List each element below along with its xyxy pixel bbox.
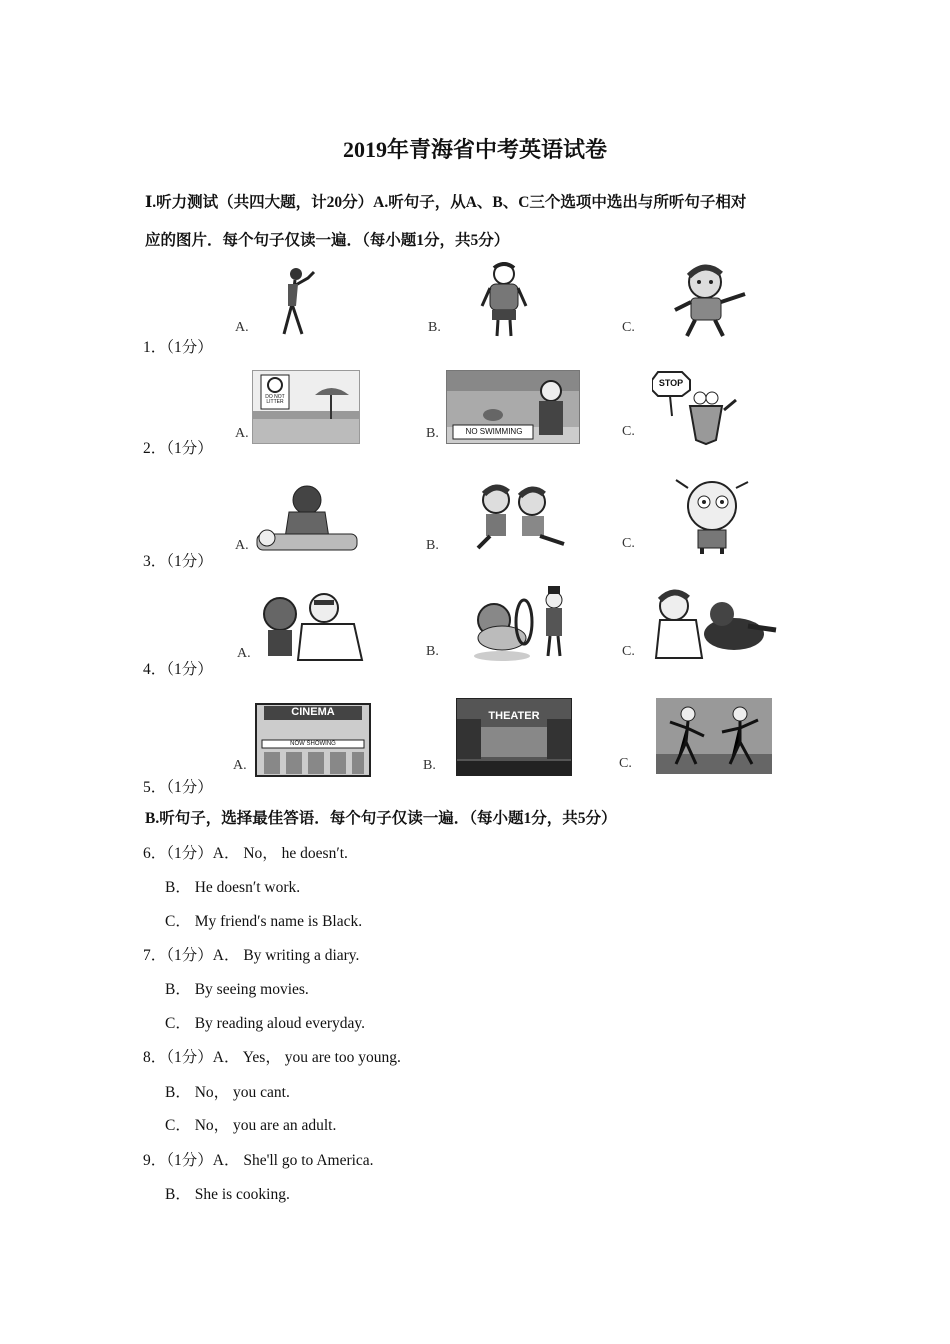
option-label-a: A.: [235, 538, 249, 553]
now-showing-banner: NOW SHOWING: [290, 741, 336, 747]
stop-sign-text: STOP: [658, 378, 684, 388]
question-2-number: 2．（1分）: [143, 440, 213, 457]
option-b: B． She is cooking.: [165, 1186, 290, 1203]
option-label-c: C.: [622, 644, 635, 659]
option-label-b: B.: [423, 758, 436, 773]
question-3-number: 3．（1分）: [143, 553, 213, 570]
option-label-b: B.: [426, 538, 439, 553]
option-label-c: C.: [622, 320, 635, 335]
beach-no-litter-sign-image: [252, 370, 360, 444]
option-label-a: A.: [235, 320, 249, 335]
option-label-c: C.: [622, 536, 635, 551]
question-7: [143, 943, 359, 965]
option-c: C． By reading aloud everyday.: [165, 1015, 366, 1032]
walking-person-image: [270, 264, 330, 342]
question-9-number: 9．（1分）: [143, 1152, 213, 1169]
option-label-a: A.: [237, 646, 251, 661]
option-a: A． No， he doesn′t.: [212, 845, 348, 862]
option-a: A． By writing a diary.: [212, 947, 360, 964]
section2-heading: B.听句子，选择最佳答语．每个句子仅读一遍．（每小题1分，共5分）: [145, 810, 617, 827]
option-label-a: A.: [235, 426, 249, 441]
question-6-number: 6．（1分）: [143, 845, 213, 862]
running-boy-image: [665, 262, 757, 340]
vet-dog-image: [652, 586, 782, 662]
stop-sign-pencil-image: [652, 370, 742, 446]
option-a: A． Yes， you are too young.: [212, 1049, 401, 1066]
theater-sign-text: THEATER: [488, 710, 540, 722]
section1-line1: Ⅰ.听力测试（共四大题，计20分）A.听句子，从A、B、C三个选项中选出与所听句子相对: [145, 194, 747, 211]
option-label-c: C.: [619, 756, 632, 771]
sick-baby-image: [668, 478, 758, 556]
option-b: B． No， you cant.: [165, 1084, 290, 1101]
section1-line2: 应的图片．每个句子仅读一遍．（每小题1分，共5分）: [145, 232, 510, 249]
no-swimming-sign-image: [446, 370, 580, 444]
cinema-building-image: [252, 700, 374, 778]
option-b: B． By seeing movies.: [165, 981, 309, 998]
option-label-b: B.: [426, 426, 439, 441]
theater-stage-image: [456, 698, 572, 776]
circus-lion-image: [468, 586, 576, 662]
question-7-number: 7．（1分）: [143, 947, 213, 964]
option-c: C． My friend′s name is Black.: [165, 913, 363, 930]
option-label-a: A.: [233, 758, 247, 773]
doctor-child-image: [258, 588, 370, 664]
no-litter-sign-text: DO NOT LITTER: [265, 394, 285, 405]
option-a: A． She'll go to America.: [212, 1152, 374, 1169]
question-6: [143, 841, 348, 863]
question-8-number: 8．（1分）: [143, 1049, 213, 1066]
option-label-b: B.: [426, 644, 439, 659]
question-4-number: 4．（1分）: [143, 661, 213, 678]
no-swimming-sign-text: NO SWIMMING: [465, 427, 523, 436]
question-5-number: 5．（1分）: [143, 779, 213, 796]
question-8: [143, 1045, 401, 1067]
option-b: B． He doesn′t work.: [165, 879, 301, 896]
injured-kids-image: [470, 482, 570, 554]
standing-boy-image: [472, 262, 536, 340]
page-title: 2019年青海省中考英语试卷: [342, 137, 607, 162]
question-9: [143, 1148, 374, 1170]
question-1-number: 1．（1分）: [143, 339, 213, 356]
people-dancing-image: [656, 698, 772, 774]
first-aid-image: [255, 482, 359, 554]
option-label-b: B.: [428, 320, 441, 335]
option-label-c: C.: [622, 424, 635, 439]
option-c: C． No， you are an adult.: [165, 1117, 337, 1134]
cinema-sign-text: CINEMA: [291, 706, 335, 718]
